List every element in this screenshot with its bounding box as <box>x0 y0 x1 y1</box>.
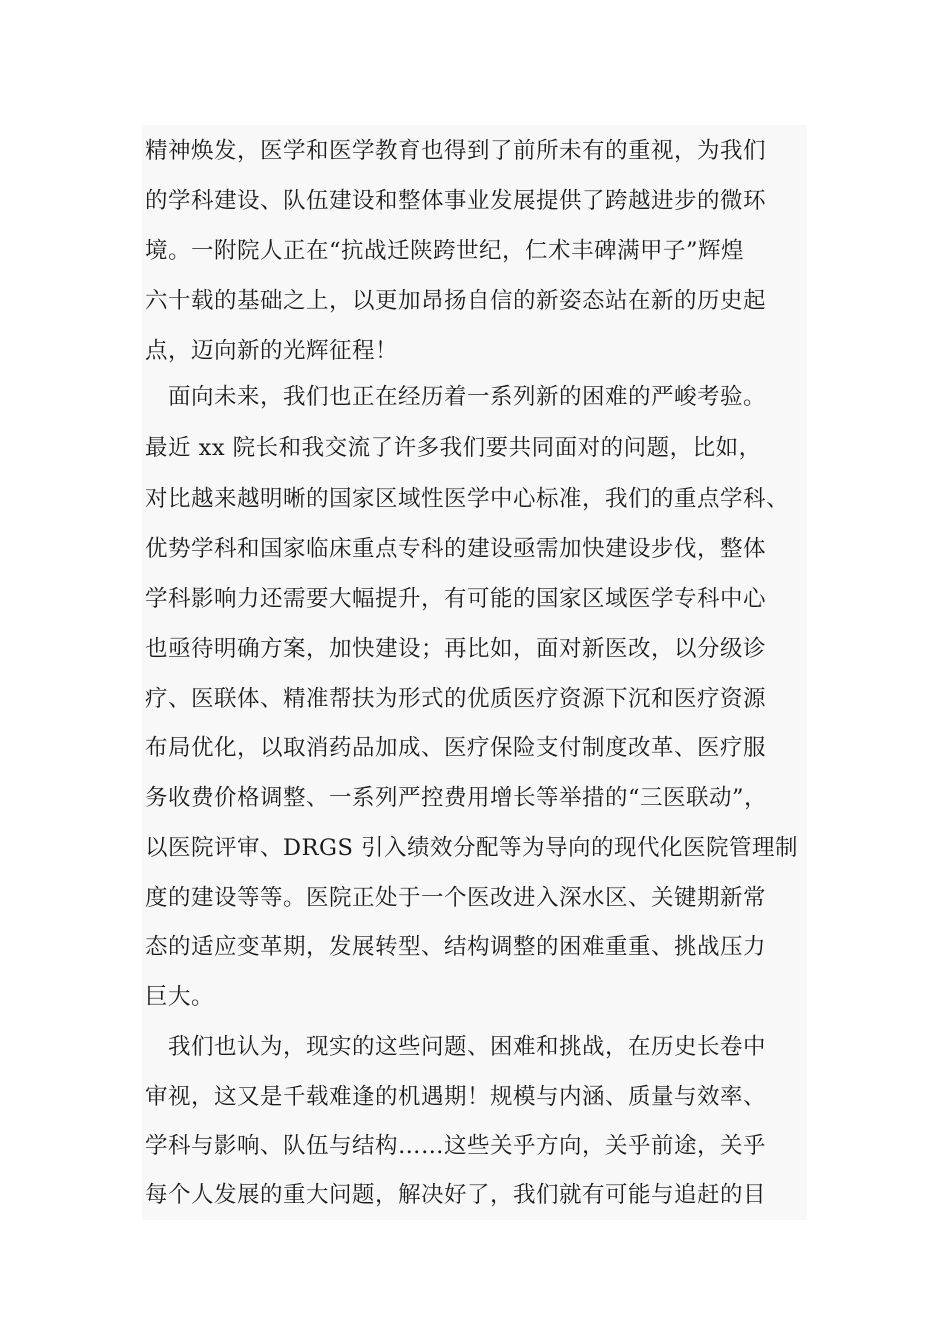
text-line: 精神焕发，医学和医学教育也得到了前所未有的重视，为我们 <box>145 138 767 164</box>
text-line: 学科与影响、队伍与结构……这些关乎方向，关乎前途，关乎 <box>145 1133 767 1159</box>
text-line: 审视，这又是千载难逢的机遇期！规模与内涵、质量与效率、 <box>145 1084 767 1110</box>
text-line: 的学科建设、队伍建设和整体事业发展提供了跨越进步的微环 <box>145 188 767 214</box>
text-line: 对比越来越明晰的国家区域性医学中心标准，我们的重点学科、 <box>145 486 790 512</box>
text-line: 最近 xx 院长和我交流了许多我们要共同面对的问题，比如， <box>145 435 762 461</box>
text-line: 点，迈向新的光辉征程！ <box>145 338 399 364</box>
text-line: 每个人发展的重大问题，解决好了，我们就有可能与追赶的目 <box>145 1182 767 1208</box>
text-line: 境。一附院人正在“抗战迁陕跨世纪，仁术丰碑满甲子”辉煌 <box>145 238 745 264</box>
text-line: 疗、医联体、精准帮扶为形式的优质医疗资源下沉和医疗资源 <box>145 686 767 712</box>
text-line: 巨大。 <box>145 984 215 1010</box>
text-line: 优势学科和国家临床重点专科的建设亟需加快建设步伐，整体 <box>145 536 767 562</box>
text-line: 学科影响力还需要大幅提升，有可能的国家区域医学专科中心 <box>145 586 767 612</box>
text-line: 以医院评审、DRGS 引入绩效分配等为导向的现代化医院管理制 <box>145 835 799 861</box>
text-line: 六十载的基础之上，以更加昂扬自信的新姿态站在新的历史起 <box>145 288 767 314</box>
text-line: 度的建设等等。医院正处于一个医改进入深水区、关键期新常 <box>145 885 767 911</box>
text-line: 态的适应变革期，发展转型、结构调整的困难重重、挑战压力 <box>145 934 767 960</box>
text-line: 也亟待明确方案，加快建设；再比如，面对新医改，以分级诊 <box>145 636 767 662</box>
text-line: 务收费价格调整、一系列严控费用增长等举措的“三医联动”， <box>145 785 768 811</box>
text-line: 布局优化，以取消药品加成、医疗保险支付制度改革、医疗服 <box>145 735 767 761</box>
text-line: 我们也认为，现实的这些问题、困难和挑战，在历史长卷中 <box>145 1034 767 1060</box>
text-line: 面向未来，我们也正在经历着一系列新的困难的严峻考验。 <box>145 384 767 410</box>
